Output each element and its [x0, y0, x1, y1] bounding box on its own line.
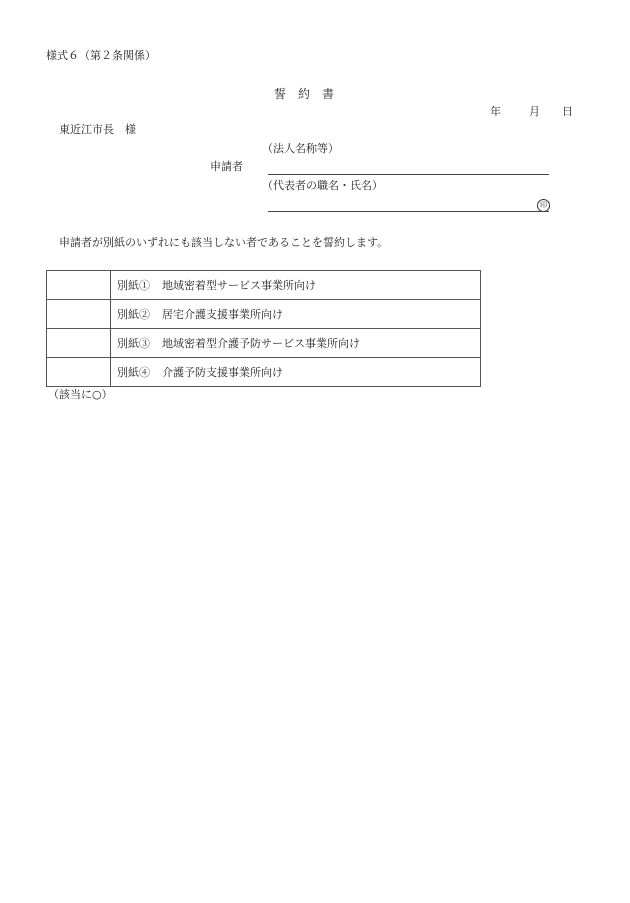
seal-mark: 印	[537, 199, 550, 212]
statement: 申請者が別紙のいずれにも該当しない者であることを誓約します。	[59, 236, 389, 249]
mark-cell[interactable]	[47, 329, 111, 358]
mark-cell[interactable]	[47, 300, 111, 329]
table-note: （該当に○）	[48, 388, 113, 401]
appendix-cell	[111, 271, 481, 300]
table-row	[47, 358, 481, 387]
appendix-text: 介護予防支援事業所向け	[162, 366, 283, 379]
representative-line[interactable]	[268, 211, 549, 212]
appendix-text: 地域密着型サービス事業所向け	[162, 279, 316, 292]
table-row	[47, 300, 481, 329]
representative-label: （代表者の職名・氏名）	[262, 179, 383, 192]
appendix-cell	[111, 300, 481, 329]
appendix-text: 居宅介護支援事業所向け	[162, 308, 283, 321]
appendix-ref: 別紙②	[117, 308, 150, 321]
appendix-table	[46, 270, 481, 387]
table-row	[47, 271, 481, 300]
corp-name-label: （法人名称等）	[262, 142, 339, 155]
document-title: 誓 約 書	[274, 87, 335, 101]
appendix-text: 地域密着型介護予防サービス事業所向け	[162, 337, 360, 350]
applicant-label: 申請者	[210, 160, 243, 173]
mark-cell[interactable]	[47, 358, 111, 387]
corp-name-line[interactable]	[268, 174, 549, 175]
table-row	[47, 329, 481, 358]
appendix-cell	[111, 358, 481, 387]
date-day: 日	[562, 105, 573, 118]
appendix-cell	[111, 329, 481, 358]
appendix-ref: 別紙④	[117, 366, 150, 379]
date-year: 年	[490, 105, 501, 118]
form-number: 様式６（第２条関係）	[46, 49, 156, 62]
appendix-ref: 別紙③	[117, 337, 150, 350]
appendix-ref: 別紙①	[117, 279, 150, 292]
date-month: 月	[529, 105, 540, 118]
addressee: 東近江市長 様	[59, 123, 136, 136]
mark-cell[interactable]	[47, 271, 111, 300]
